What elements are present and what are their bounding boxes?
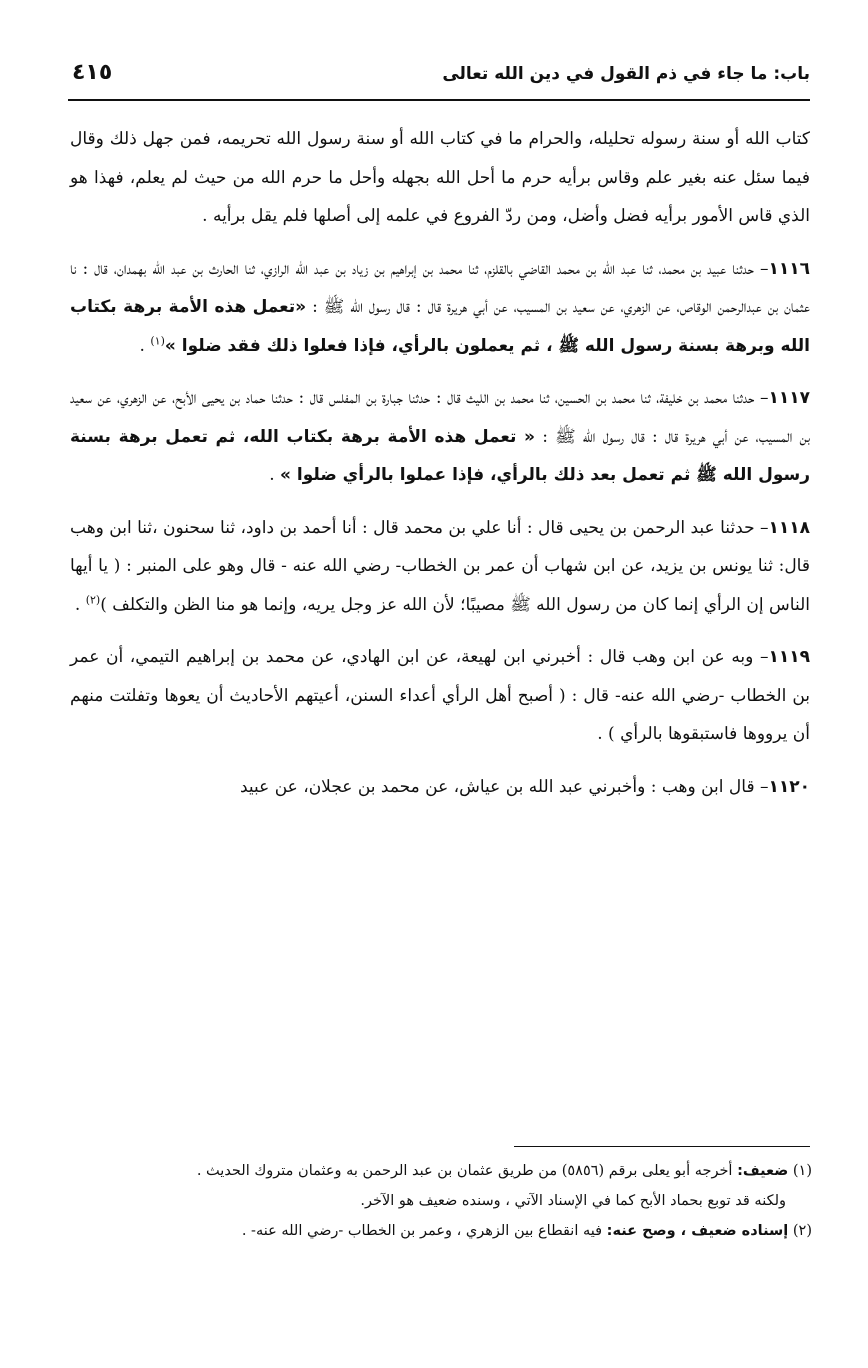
hadith-1118 — [70, 509, 810, 625]
footnote-divider — [514, 1146, 810, 1147]
hadith-1117 — [70, 379, 810, 495]
page-header — [68, 58, 810, 98]
footnote-grade: إسناده ضعيف ، وصح عنه: — [606, 1223, 789, 1239]
hadith-number: ١١١٨ — [768, 517, 810, 538]
footnote-1 — [70, 1156, 812, 1186]
hadith-chain: – حدثنا عبد الرحمن بن يحيى قال : أنا علي بن محمد قال : أنا أحمد بن داود، ثنا سحنون ،ثنا ابن وهب قال: ثنا يونس بن يزيد، عن ابن شهاب أن عمر بن الخطاب- رضي الله عنه - قال وهو على المنبر : ( يا أيها الناس إن الرأي إنما كان من رسول الله ﷺ مصيبًا؛ لأن الله عز وجل يريه، وإنما هو منا الظن والتكلف ) — [70, 517, 810, 615]
footnote-marker: (٢) — [792, 1223, 812, 1239]
hadith-number: ١١١٩ — [768, 647, 810, 667]
header-divider — [68, 99, 810, 101]
hadith-number: ١١٢٠ — [768, 776, 810, 797]
footnote-2 — [70, 1216, 812, 1246]
footnote-ref-2[interactable]: (٢) — [85, 592, 101, 606]
hadith-chain: – حدثنا محمد بن خليفة، ثنا محمد بن الحسين، ثنا محمد بن الليث قال : حدثنا جبارة بن المفلس قال : حدثنا حماد بن يحيى الأبح، عن الزهري، عن سعيد بن المسيب، عن أبي هريرة قال : قال رسول الله ﷺ : — [70, 388, 811, 447]
hadith-chain: – حدثنا عبيد بن محمد، ثنا عبد الله بن محمد القاضي بالقلزم، ثنا محمد بن إبراهيم بن زياد بن عبد الله الرازي، ثنا الحارث بن عبد الله بهمدان، قال : نا عثمان بن عبدالرحمن الوقاص، عن الزهري، عن سعيد بن المسيب، عن أبي هريرة قال : قال رسول الله ﷺ : — [70, 258, 811, 317]
footnote-ref-1[interactable]: (١) — [150, 333, 165, 347]
hadith-chain: – وبه عن ابن وهب قال : أخبرني ابن لهيعة، عن ابن الهادي، عن محمد بن إبراهيم التيمي، أن عمر بن الخطاب -رضي الله عنه- قال : ( أصبح أهل الرأي أعداء السنن، أعيتهم الأحاديث أن يعوها وتفلتت منهم أن يرووها فاستبقوها بالرأي ) . — [70, 647, 810, 744]
hadith-1120 — [70, 768, 810, 807]
chapter-title: باب: ما جاء في ذم القول في دين الله تعالى — [442, 64, 810, 84]
footnotes — [70, 1156, 812, 1246]
hadith-1116 — [70, 250, 810, 366]
hadith-chain: – قال ابن وهب : وأخبرني عبد الله بن عياش، عن محمد بن عجلان، عن عبيد — [239, 776, 769, 797]
hadith-quote: « تعمل هذه الأمة برهة بكتاب الله، ثم تعمل برهة بسنة رسول الله ﷺ ثم تعمل بعد ذلك بالرأي، فإذا عملوا بالرأي ضلوا » — [70, 426, 810, 485]
hadith-number: ١١١٧ — [768, 388, 810, 408]
footnote-grade: ضعيف: — [737, 1163, 789, 1179]
footnote-text: أخرجه أبو يعلى برقم (٥٨٥٦) من طريق عثمان بن عبد الرحمن به وعثمان متروك الحديث . — [196, 1163, 738, 1179]
footnote-text: فيه انقطاع بين الزهري ، وعمر بن الخطاب -رضي الله عنه- . — [241, 1223, 607, 1239]
page-number: ٤١٥ — [72, 60, 113, 85]
sentence-end: . — [139, 335, 151, 356]
footnote-marker: (١) — [792, 1163, 812, 1179]
sentence-end: . — [269, 465, 280, 485]
footnote-1-continuation: ولكنه قد توبع بحماد الأبح كما في الإسناد الآتي ، وسنده ضعيف هو الآخر. — [360, 1193, 786, 1209]
hadith-1119 — [70, 638, 810, 754]
sentence-end: . — [74, 594, 86, 615]
main-text — [70, 120, 810, 806]
hadith-number: ١١١٦ — [768, 258, 810, 279]
opening-paragraph: كتاب الله أو سنة رسوله تحليله، والحرام ما في كتاب الله أو سنة رسول الله تحريمه، فمن جهل ذلك وقال فيما سئل عنه بغير علم وقاس برأيه حرم ما أحل الله بجهله وأحل ما حرم الله من حيث لم يعلم، فهذا هو الذي قاس الأمور برأيه فضل وأضل، ومن ردّ الفروع في علمه إلى أصلها فلم يقل برأيه . — [70, 129, 810, 226]
hadith-quote: «تعمل هذه الأمة برهة بكتاب الله وبرهة بسنة رسول الله ﷺ ، ثم يعملون بالرأي، فإذا فعلوا ذلك فقد ضلوا » — [70, 297, 810, 356]
